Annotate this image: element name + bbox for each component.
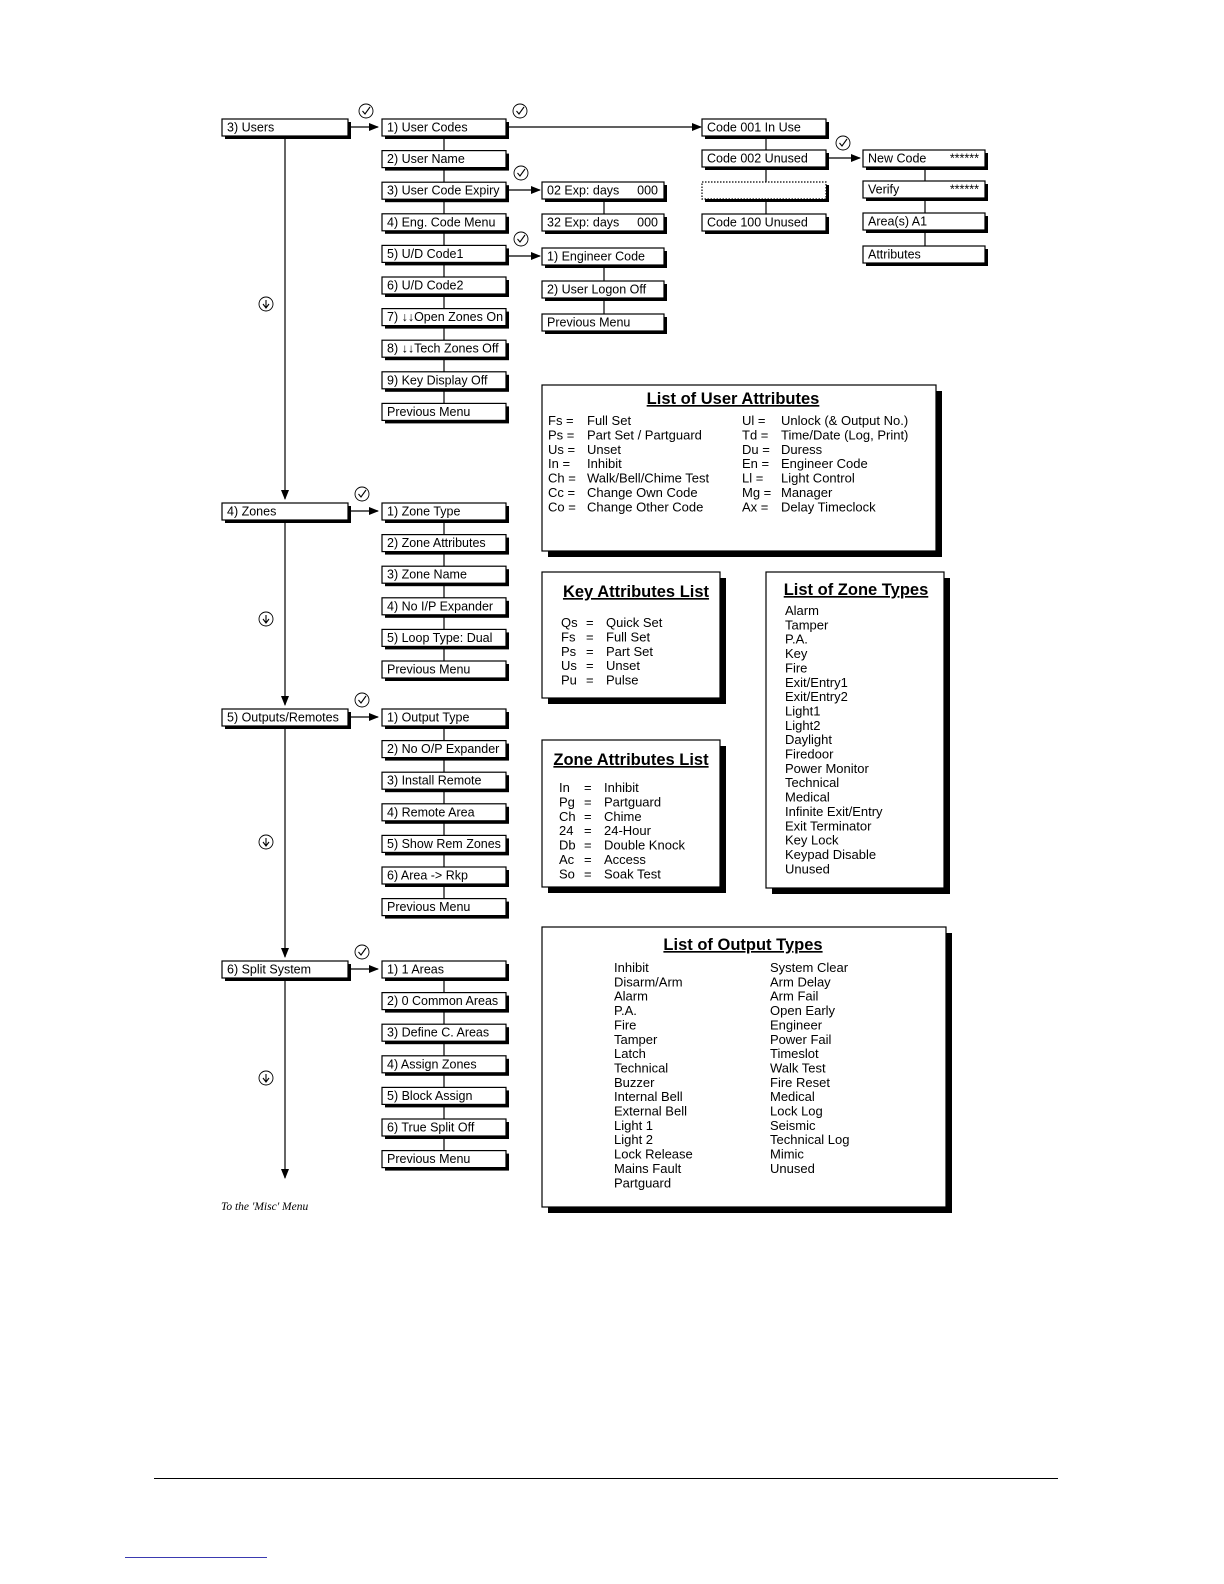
zone-type-item: Infinite Exit/Entry xyxy=(785,803,883,819)
output-type-item: Disarm/Arm xyxy=(614,974,683,990)
attribute-code: Fs xyxy=(561,629,576,645)
zone-type-item: Medical xyxy=(785,789,830,805)
zone-type-item: Light1 xyxy=(785,703,821,719)
menu-item-label: 3) Zone Name xyxy=(387,567,467,582)
users-item-4-eng-code-menu[interactable] xyxy=(382,214,509,234)
menu-item-label: 1) Output Type xyxy=(387,710,470,725)
attribute-desc: Double Knock xyxy=(604,837,685,853)
users-item-5-u-d-code1[interactable] xyxy=(382,245,509,265)
output-type-item: Unused xyxy=(770,1160,815,1176)
menu-item-label: Code 100 Unused xyxy=(707,215,808,230)
list-title: Key Attributes List xyxy=(562,583,710,601)
attribute-desc: Quick Set xyxy=(606,615,663,630)
checkmark-icon xyxy=(355,487,369,501)
zone-type-item: Unused xyxy=(785,861,830,877)
attribute-desc: Unset xyxy=(587,441,621,457)
output-type-item: Engineer xyxy=(770,1017,823,1033)
users-item-3-user-code-expiry[interactable] xyxy=(382,182,509,202)
key-attributes-list xyxy=(542,572,726,704)
zone-type-item: Key xyxy=(785,646,808,662)
split-item-4-assign-zones[interactable] xyxy=(382,1056,509,1076)
zone-type-item: Exit Terminator xyxy=(785,818,872,834)
checkmark-icon xyxy=(355,693,369,707)
split-item-3-define-c-areas[interactable] xyxy=(382,1024,509,1044)
output-types-list xyxy=(542,927,952,1213)
attribute-desc: Access xyxy=(604,852,646,867)
checkmark-icon xyxy=(513,104,527,118)
attributes-box[interactable] xyxy=(863,246,988,266)
attribute-desc: Pulse xyxy=(606,672,639,688)
menu-item-label: Area(s) A1 xyxy=(868,214,928,229)
menu-item-label: 1) Engineer Code xyxy=(547,249,645,264)
menu-split-system[interactable] xyxy=(222,961,351,981)
footnote-rule xyxy=(125,1557,267,1558)
output-type-item: Buzzer xyxy=(614,1074,655,1090)
checkmark-icon xyxy=(836,136,850,150)
output-type-item: Latch xyxy=(614,1046,646,1062)
attribute-code: Ac xyxy=(559,852,575,867)
attribute-eq: = xyxy=(584,780,592,795)
menu-item-label: 5) Block Assign xyxy=(387,1088,473,1103)
zone-attributes-list xyxy=(542,740,726,893)
menu-item-label: 3) Install Remote xyxy=(387,773,482,788)
menu-item-label: 3) Users xyxy=(227,120,275,135)
output-type-item: Technical Log xyxy=(770,1132,850,1148)
split-item-1-1-areas[interactable] xyxy=(382,961,509,981)
zones-item-3-zone-name[interactable] xyxy=(382,566,509,586)
code-ellipsis-box[interactable] xyxy=(702,182,829,202)
outputs-item-6-area-rkp[interactable] xyxy=(382,867,509,887)
verify-box[interactable] xyxy=(863,181,988,201)
output-type-item: External Bell xyxy=(614,1103,687,1119)
split-item-previous-menu[interactable] xyxy=(382,1151,509,1171)
menu-item-label: Code 002 Unused xyxy=(707,151,808,166)
menu-outputs-remotes[interactable] xyxy=(222,709,351,729)
zone-type-item: Exit/Entry2 xyxy=(785,689,848,705)
output-type-item: Timeslot xyxy=(770,1046,819,1062)
attribute-desc: Walk/Bell/Chime Test xyxy=(587,470,710,486)
attribute-code: Cc = xyxy=(548,485,576,500)
output-type-item: Walk Test xyxy=(770,1060,826,1076)
menu-item-label: 8) ↓↓Tech Zones Off xyxy=(387,341,499,356)
expiry-last-box[interactable] xyxy=(542,214,667,234)
areas-box[interactable] xyxy=(863,213,988,233)
list-title: Zone Attributes List xyxy=(553,751,709,769)
attribute-code: Pg xyxy=(559,794,575,810)
zones-item-2-zone-attributes[interactable] xyxy=(382,535,509,555)
menu-item-label: Attributes xyxy=(868,247,921,262)
output-type-item: Lock Log xyxy=(770,1103,823,1119)
attribute-eq: = xyxy=(584,794,592,810)
attribute-eq: = xyxy=(584,837,592,853)
menu-item-label: Verify xyxy=(868,182,900,197)
attribute-desc: Manager xyxy=(781,485,833,500)
menu-item-label: 3) Define C. Areas xyxy=(387,1025,490,1040)
attribute-code: En = xyxy=(742,456,770,472)
zone-type-item: Technical xyxy=(785,775,840,791)
attribute-code: In = xyxy=(548,456,571,472)
menu-item-label: 3) User Code Expiry xyxy=(387,183,500,198)
zone-type-item: Power Monitor xyxy=(785,760,869,776)
box-frame xyxy=(702,182,826,199)
outputs-item-previous-menu[interactable] xyxy=(382,899,509,919)
split-item-5-block-assign[interactable] xyxy=(382,1087,509,1107)
output-type-item: Medical xyxy=(770,1089,815,1105)
menu-item-label: 1) 1 Areas xyxy=(387,962,444,977)
attribute-eq: = xyxy=(586,658,594,674)
menu-item-label: 1) User Codes xyxy=(387,120,468,135)
attribute-desc: Change Own Code xyxy=(587,485,698,500)
zone-type-item: Daylight xyxy=(785,732,832,748)
attribute-code: Ch = xyxy=(548,470,576,486)
zone-type-item: Firedoor xyxy=(785,746,834,762)
menu-item-label: 02 Exp: days xyxy=(547,183,620,198)
attribute-code: In xyxy=(559,780,570,795)
footer-note: To the 'Misc' Menu xyxy=(221,1201,309,1213)
menu-item-label: Previous Menu xyxy=(387,404,471,419)
menu-item-label: 1) Zone Type xyxy=(387,504,461,519)
zone-type-item: Fire xyxy=(785,660,808,676)
attribute-code: Td = xyxy=(742,427,769,443)
list-title: List of Output Types xyxy=(663,936,823,954)
attribute-eq: = xyxy=(586,672,594,688)
menu-item-value: ****** xyxy=(949,182,979,197)
attribute-code: Db xyxy=(559,837,576,853)
menu-item-label: 2) Zone Attributes xyxy=(387,536,486,551)
output-type-item: Power Fail xyxy=(770,1031,832,1047)
attribute-desc: Duress xyxy=(781,441,823,457)
menu-item-label: 5) Outputs/Remotes xyxy=(227,710,339,725)
output-type-item: Internal Bell xyxy=(614,1089,683,1105)
users-item-6-u-d-code2[interactable] xyxy=(382,277,509,297)
output-type-item: Fire Reset xyxy=(770,1074,830,1090)
menu-item-label: 32 Exp: days xyxy=(547,215,620,230)
split-item-6-true-split-off[interactable] xyxy=(382,1119,509,1139)
attribute-eq: = xyxy=(584,823,592,839)
attribute-code: Qs xyxy=(561,615,578,630)
menu-item-label: 4) No I/P Expander xyxy=(387,599,494,614)
menu-item-value: 000 xyxy=(637,183,658,198)
attribute-code: Mg = xyxy=(742,485,772,500)
output-type-item: Partguard xyxy=(614,1175,672,1191)
attribute-eq: = xyxy=(586,615,594,630)
menu-item-label: Previous Menu xyxy=(387,900,471,915)
list-frame xyxy=(542,927,946,1207)
attribute-eq: = xyxy=(584,808,592,824)
new-code-box[interactable] xyxy=(863,150,988,170)
zone-types-list xyxy=(766,572,950,894)
users-item-7-open-zones-on[interactable] xyxy=(382,309,509,329)
attribute-code: Ax = xyxy=(742,499,769,515)
attribute-eq: = xyxy=(584,866,592,882)
menu-item-label: New Code xyxy=(868,151,927,166)
menu-users[interactable] xyxy=(222,119,351,139)
attribute-desc: Inhibit xyxy=(587,456,622,472)
attribute-desc: Change Other Code xyxy=(587,499,704,515)
menu-item-label: 7) ↓↓Open Zones On xyxy=(387,310,504,325)
attribute-desc: Soak Test xyxy=(604,866,661,882)
attribute-desc: Light Control xyxy=(781,470,855,486)
output-type-item: Technical xyxy=(614,1060,669,1076)
attribute-desc: Full Set xyxy=(606,629,651,645)
output-type-item: Fire xyxy=(614,1017,637,1033)
checkmark-icon xyxy=(359,104,373,118)
users-item-previous-menu[interactable] xyxy=(382,403,509,423)
menu-item-label: 6) Area -> Rkp xyxy=(387,868,468,883)
expiry-first-box[interactable] xyxy=(542,182,667,202)
attribute-code: Du = xyxy=(742,441,770,457)
users-item-8-tech-zones-off[interactable] xyxy=(382,340,509,360)
attribute-eq: = xyxy=(584,852,592,867)
scroll-down-icon xyxy=(259,835,273,849)
attribute-code: Fs = xyxy=(548,413,574,428)
output-type-item: Arm Fail xyxy=(770,988,819,1004)
menu-item-label: 4) Assign Zones xyxy=(387,1057,477,1072)
attribute-desc: Time/Date (Log, Print) xyxy=(781,427,909,443)
menu-item-label: 4) Zones xyxy=(227,504,277,519)
output-type-item: P.A. xyxy=(614,1003,637,1019)
reference-lists xyxy=(542,385,952,1213)
menu-item-label: 2) User Name xyxy=(387,152,465,167)
menu-item-label: 4) Remote Area xyxy=(387,805,475,820)
attribute-code: Us xyxy=(561,658,577,674)
attribute-desc: 24-Hour xyxy=(604,823,651,839)
zones-item-5-loop-type-dual[interactable] xyxy=(382,629,509,649)
attribute-code: Ch xyxy=(559,808,576,824)
menu-item-label: 2) User Logon Off xyxy=(547,282,647,297)
checkmark-icon xyxy=(514,166,528,180)
code-001-box[interactable] xyxy=(702,119,829,139)
list-title: List of Zone Types xyxy=(783,581,929,599)
attribute-desc: Unset xyxy=(606,658,640,674)
menu-zones[interactable] xyxy=(222,503,351,523)
attribute-code: Ps = xyxy=(548,427,575,443)
menu-item-label: Code 001 In Use xyxy=(707,120,801,135)
attribute-code: Ll = xyxy=(742,470,764,486)
attribute-code: Co = xyxy=(548,499,576,515)
output-type-item: Mains Fault xyxy=(614,1160,682,1176)
attribute-desc: Engineer Code xyxy=(781,456,868,472)
output-type-item: Mimic xyxy=(770,1146,804,1162)
outputs-item-2-no-o-p-expander[interactable] xyxy=(382,741,509,761)
eng-item-previous-menu[interactable] xyxy=(542,314,667,334)
output-type-item: Lock Release xyxy=(614,1146,693,1162)
attribute-code: 24 xyxy=(559,823,574,839)
output-type-item: Tamper xyxy=(614,1031,658,1047)
menu-item-value: ****** xyxy=(949,151,979,166)
code-100-box[interactable] xyxy=(702,214,829,234)
attribute-code: So xyxy=(559,866,575,882)
output-type-item: Seismic xyxy=(770,1117,816,1133)
split-item-2-0-common-areas[interactable] xyxy=(382,993,509,1013)
menu-item-label: 6) Split System xyxy=(227,962,312,977)
users-item-2-user-name[interactable] xyxy=(382,151,509,171)
scroll-down-icon xyxy=(259,297,273,311)
user-attributes-list xyxy=(542,385,942,557)
output-type-item: Arm Delay xyxy=(770,974,831,990)
zone-type-item: Light2 xyxy=(785,717,821,733)
users-item-1-user-codes[interactable] xyxy=(382,119,509,139)
zone-type-item: Alarm xyxy=(785,603,819,618)
zone-type-item: Exit/Entry1 xyxy=(785,674,848,690)
code-002-box[interactable] xyxy=(702,150,829,170)
menu-item-value: 000 xyxy=(637,215,658,230)
zones-item-1-zone-type[interactable] xyxy=(382,503,509,523)
zone-type-item: P.A. xyxy=(785,631,808,647)
menu-item-label: Previous Menu xyxy=(547,315,631,330)
checkmark-icon xyxy=(514,232,528,246)
zones-item-previous-menu[interactable] xyxy=(382,661,509,681)
eng-item-2-user-logon-off[interactable] xyxy=(542,281,667,301)
scroll-down-icon xyxy=(259,612,273,626)
attribute-desc: Partguard xyxy=(604,794,662,810)
list-title: List of User Attributes xyxy=(646,390,820,408)
attribute-eq: = xyxy=(586,643,594,659)
attribute-desc: Full Set xyxy=(587,413,632,428)
attribute-eq: = xyxy=(586,629,594,645)
attribute-desc: Part Set / Partguard xyxy=(587,427,702,443)
zone-type-item: Key Lock xyxy=(785,832,839,848)
attribute-desc: Delay Timeclock xyxy=(781,499,876,515)
attribute-code: Us = xyxy=(548,441,576,457)
menu-item-label: Previous Menu xyxy=(387,1152,471,1167)
zone-type-item: Tamper xyxy=(785,617,829,633)
outputs-item-4-remote-area[interactable] xyxy=(382,804,509,824)
page-rule xyxy=(154,1478,1058,1479)
output-type-item: System Clear xyxy=(770,960,849,975)
output-type-item: Inhibit xyxy=(614,960,649,975)
attribute-code: Ps xyxy=(561,643,577,659)
menu-item-label: 5) U/D Code1 xyxy=(387,246,464,261)
output-type-item: Light 2 xyxy=(614,1132,654,1148)
menu-item-label: 9) Key Display Off xyxy=(387,373,488,388)
menu-item-label: 4) Eng. Code Menu xyxy=(387,215,496,230)
checkmark-icon xyxy=(355,945,369,959)
menu-item-label: Previous Menu xyxy=(387,662,471,677)
menu-item-label: 5) Loop Type: Dual xyxy=(387,630,493,645)
attribute-code: Pu xyxy=(561,672,577,688)
menu-item-label: 6) U/D Code2 xyxy=(387,278,464,293)
attribute-code: Ul = xyxy=(742,413,766,428)
scroll-down-icon xyxy=(259,1071,273,1085)
outputs-item-1-output-type[interactable] xyxy=(382,709,509,729)
menu-item-label: 5) Show Rem Zones xyxy=(387,836,501,851)
output-type-item: Alarm xyxy=(614,988,648,1004)
outputs-item-5-show-rem-zones[interactable] xyxy=(382,835,509,855)
zones-item-4-no-i-p-expander[interactable] xyxy=(382,598,509,618)
eng-item-1-engineer-code[interactable] xyxy=(542,248,667,268)
zone-type-item: Keypad Disable xyxy=(785,846,877,862)
attribute-desc: Unlock (& Output No.) xyxy=(781,413,909,428)
output-type-item: Open Early xyxy=(770,1003,836,1019)
menu-item-label: 2) No O/P Expander xyxy=(387,742,500,757)
menu-item-label: 2) 0 Common Areas xyxy=(387,994,499,1009)
attribute-desc: Inhibit xyxy=(604,780,639,795)
menu-item-label: 6) True Split Off xyxy=(387,1120,475,1135)
users-item-9-key-display-off[interactable] xyxy=(382,372,509,392)
attribute-desc: Part Set xyxy=(606,643,653,659)
outputs-item-3-install-remote[interactable] xyxy=(382,772,509,792)
attribute-desc: Chime xyxy=(604,808,642,824)
output-type-item: Light 1 xyxy=(614,1117,654,1133)
